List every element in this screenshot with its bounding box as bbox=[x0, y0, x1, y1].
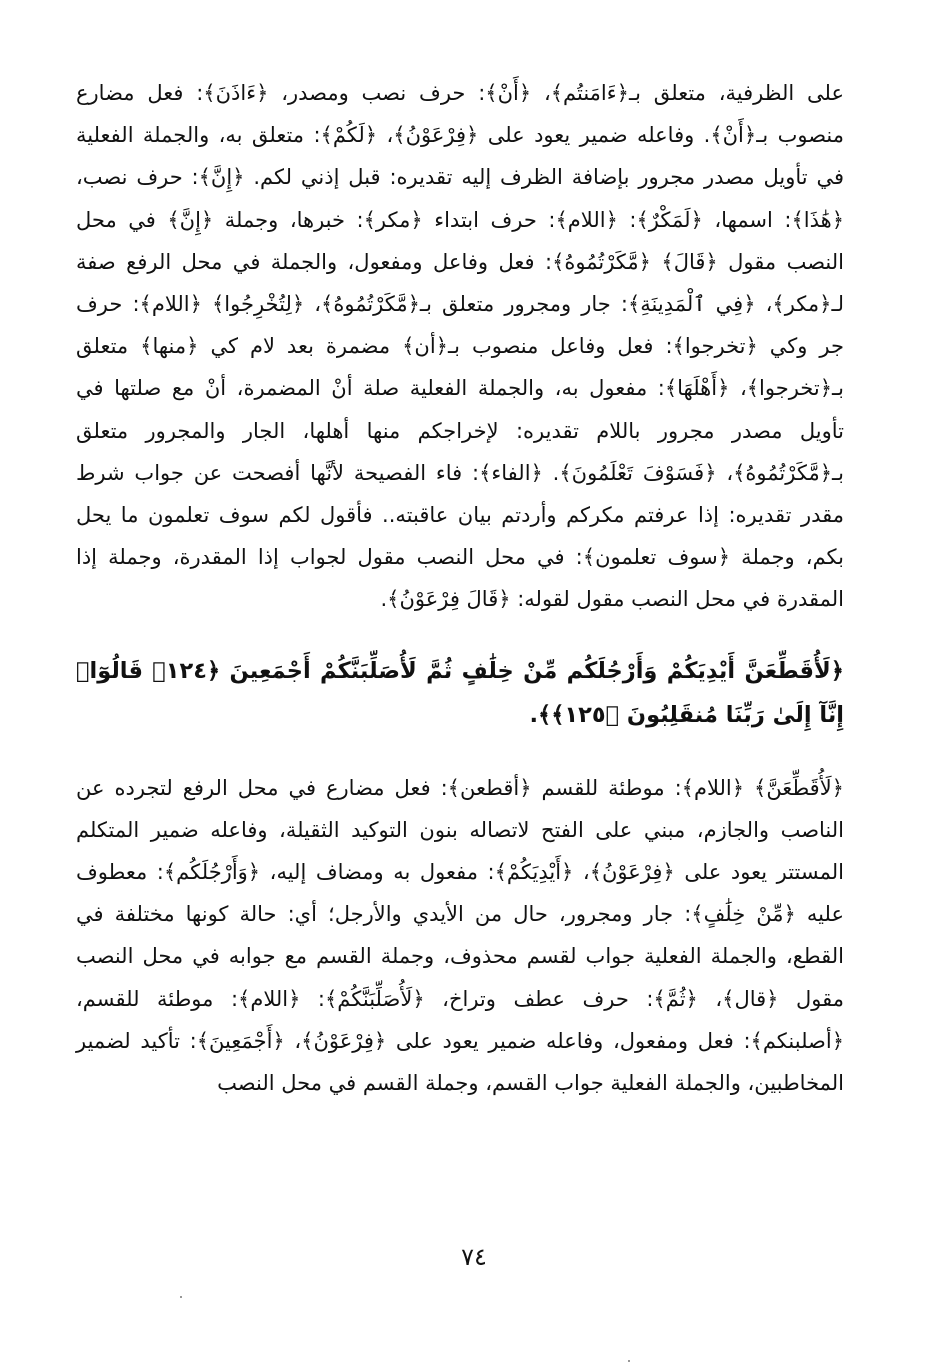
page-body bbox=[76, 72, 844, 1104]
page-number: ٧٤ bbox=[461, 1243, 487, 1271]
commentary-paragraph-first: على الظرفية، متعلق بـ﴿ءَامَنتُم﴾، ﴿أَنْ﴾: حرف نصب ومصدر، ﴿ءَاذَنَ﴾: فعل مضارع منصوب بـ﴿أَنْ﴾. وفاعله ضمير يعود على ﴿فِرْعَوْنُ﴾، ﴿لَكُمْ﴾: متعلق به، والجملة الفعلية في تأويل مصدر مجرور بإضافة الظرف إليه تقديره: قبل إذني لكم. ﴿إِنَّ﴾: حرف نصب، ﴿هَٰذَا﴾: اسمها، ﴿لَمَكْرٌ﴾: ﴿اللام﴾: حرف ابتداء ﴿مكر﴾: خبرها، وجملة ﴿إِنَّ﴾ في محل النصب مقول ﴿قَالَ﴾ ﴿مَّكَرْتُمُوهُ﴾: فعل وفاعل ومفعول، والجملة في محل الرفع صفة لـ﴿مكر﴾، ﴿فِي ٱلْمَدِينَةِ﴾: جار ومجرور متعلق بـ﴿مَّكَرْتُمُوهُ﴾، ﴿لِتُخْرِجُوا﴾ ﴿اللام﴾: حرف جر وكي ﴿تخرجوا﴾: فعل وفاعل منصوب بـ﴿أن﴾ مضمرة بعد لام كي ﴿منها﴾ متعلق بـ﴿تخرجوا﴾، ﴿أَهْلَهَا﴾: مفعول به، والجملة الفعلية صلة أنْ المضمرة، أنْ مع صلتها في تأويل مصدر مجرور باللام تقديره: لإخراجكم منها أهلها، الجار والمجرور متعلق بـ﴿مَّكَرْتُمُوهُ﴾، ﴿فَسَوْفَ تَعْلَمُونَ﴾. ﴿الفاء﴾: فاء الفصيحة لأنَّها أفصحت عن جواب شرط مقدر تقديره: إذا عرفتم مكركم وأردتم بيان عاقبته.. فأقول لكم سوف تعلمون ما يحل بكم، وجملة ﴿سوف تعلمون﴾: في محل النصب مقول لجواب إذا المقدرة، وجملة إذا المقدرة في محل النصب مقول لقوله: ﴿قَالَ فِرْعَوْنُ﴾. bbox=[76, 81, 844, 612]
paper-speck bbox=[180, 1296, 182, 1298]
commentary-paragraph-second: ﴿لَأُقَطِّعَنَّ﴾ ﴿اللام﴾: موطئة للقسم ﴿أقطعن﴾: فعل مضارع في محل الرفع لتجرده عن الناصب والجازم، مبني على الفتح لاتصاله بنون التوكيد الثقيلة، وفاعله ضمير المتكلم المستتر يعود على ﴿فِرْعَوْنُ﴾، ﴿أَيْدِيَكُمْ﴾: مفعول به ومضاف إليه، ﴿وَأَرْجُلَكُم﴾: معطوف عليه ﴿مِّنْ خِلَٰفٍ﴾: جار ومجرور، حال من الأيدي والأرجل؛ أي: حالة كونها مختلفة في القطع، والجملة الفعلية جواب لقسم محذوف، وجملة القسم مع جوابه في محل النصب مقول ﴿قال﴾، ﴿ثُمَّ﴾: حرف عطف وتراخ، ﴿لَأُصَلِّبَنَّكُمْ﴾: ﴿اللام﴾: موطئة للقسم، ﴿أصلبنكم﴾: فعل ومفعول، وفاعله ضمير يعود على ﴿فِرْعَوْنُ﴾، ﴿أَجْمَعِينَ﴾: تأكيد لضمير المخاطبين، والجملة الفعلية جواب القسم، وجملة القسم في محل النصب bbox=[76, 775, 844, 1096]
paper-speck bbox=[628, 1360, 630, 1362]
quran-verse: ﴿لَأُقَطِّعَنَّ أَيْدِيَكُمْ وَأَرْجُلَكُم مِّنْ خِلَٰفٍ ثُمَّ لَأُصَلِّبَنَّكُمْ أَجْمَعِينَ ﴿١٢٤﴾ قَالُوٓا۟ إِنَّآ إِلَىٰ رَبِّنَا مُنقَلِبُونَ ﴿١٢٥﴾﴾. bbox=[76, 657, 844, 728]
